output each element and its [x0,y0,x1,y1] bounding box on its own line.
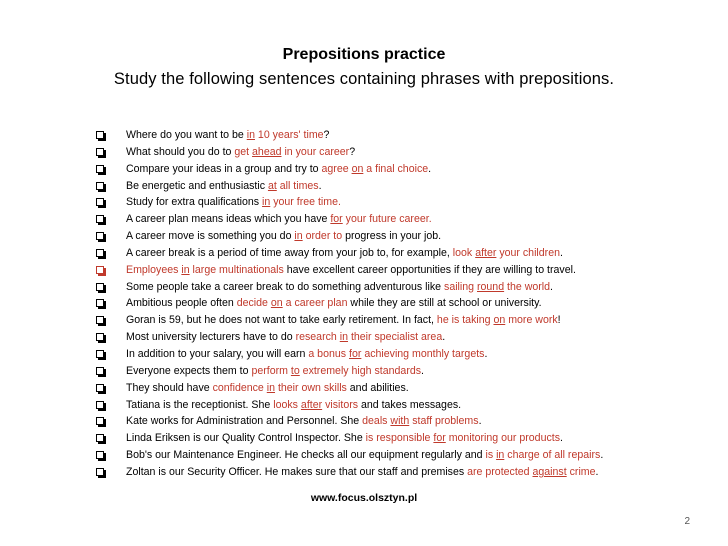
sentence-segment: They should have [126,381,213,394]
preposition: on [351,162,364,175]
sentence-segment: . [442,331,446,344]
sentence-segment: Linda Eriksen is our Quality Control Inspector. She [126,432,366,445]
checkbox-bullet-icon [96,384,104,392]
preposition: for [433,432,446,445]
sentence-segment: In addition to your salary, you will earn [126,347,309,360]
sentence-segment: ? [349,145,356,158]
preposition: in [339,331,348,344]
sentence-segment: Zoltan is our Security Officer. He makes sure that our staff and premises [126,465,468,478]
sentence-text [126,295,542,312]
highlighted-phrase: research [295,331,340,344]
highlighted-phrase: your free time. [270,196,341,209]
highlighted-phrase: sailing [444,280,477,293]
checkbox-bullet-icon [96,232,104,240]
highlighted-phrase: visitors [322,398,359,411]
highlighted-phrase: in your career [281,145,350,158]
sentence-segment: Study for extra qualifications [126,196,263,209]
preposition: for [349,347,362,360]
preposition: on [493,314,506,327]
highlighted-phrase: a bonus [308,347,349,360]
sentence-text [126,413,482,430]
sentence-segment: . [478,415,482,428]
sentence-text [126,464,598,481]
sentence-segment: while they are still at school or university. [347,297,542,310]
sentence-segment: Goran is 59, but he does not want to take early retirement. In fact, [126,314,437,327]
checkbox-bullet-icon [96,182,104,190]
highlighted-phrase: perform [251,364,291,377]
sentence-text [126,194,341,211]
sentence-segment: Everyone expects them to [126,364,252,377]
sentence-item [96,447,716,464]
sentence-text [126,211,432,228]
sentence-item [96,211,716,228]
sentence-text [126,380,409,397]
highlighted-phrase: deals [362,415,391,428]
highlighted-phrase: Employees [126,263,182,276]
sentence-segment: Ambitious people often [126,297,237,310]
highlighted-phrase: confidence [212,381,267,394]
sentence-text [126,178,322,195]
sentence-segment: Bob's our Maintenance Engineer. He checks all our equipment regularly and [126,449,486,462]
sentence-segment: A career break is a period of time away from your job to, for example, [126,246,453,259]
highlighted-phrase: your children [496,246,560,259]
sentence-segment: Be energetic and enthusiastic [126,179,268,192]
highlighted-phrase: monitoring our products [445,432,561,445]
highlighted-phrase: the world [504,280,551,293]
highlighted-phrase: your future career. [342,213,432,226]
highlighted-phrase: look [452,246,476,259]
sentence-item [96,430,716,447]
checkbox-bullet-icon [96,434,104,442]
sentence-text [126,228,441,245]
preposition: after [475,246,497,259]
highlighted-phrase: agree [321,162,352,175]
sentence-segment: . [484,347,488,360]
sentence-item [96,464,716,481]
sentence-segment: progress in your job. [342,230,442,243]
preposition: to [290,364,300,377]
checkbox-bullet-icon [96,165,104,173]
preposition: for [330,213,343,226]
sentence-segment: . [559,246,563,259]
preposition: at [267,179,277,192]
sentence-segment: A career plan means ideas which you have [126,213,331,226]
sentence-text [126,262,576,279]
highlighted-phrase: is responsible [365,432,434,445]
checkbox-bullet-icon [96,451,104,459]
sentence-text [126,346,487,363]
checkbox-bullet-icon [96,148,104,156]
preposition: in [294,230,303,243]
highlighted-phrase: extremely high standards [299,364,422,377]
sentence-list [96,127,716,481]
sentence-text [126,245,563,262]
sentence-segment: What should you do to [126,145,235,158]
sentence-item [96,262,716,279]
preposition: round [477,280,505,293]
highlighted-phrase: get [234,145,253,158]
sentence-item [96,397,716,414]
sentence-item [96,295,716,312]
sentence-item [96,346,716,363]
checkbox-bullet-icon [96,367,104,375]
sentence-text [126,430,563,447]
checkbox-bullet-icon [96,417,104,425]
preposition: ahead [252,145,282,158]
sentence-item [96,178,716,195]
sentence-segment: Most university lecturers have to do [126,331,296,344]
sentence-segment: have excellent career opportunities if they are willing to travel. [283,263,576,276]
sentence-text [126,279,553,296]
sentence-segment: Compare your ideas in a group and try to [126,162,322,175]
slide-subtitle: Study the following sentences containing phrases with prepositions. [113,70,615,88]
checkbox-bullet-icon [96,215,104,223]
highlighted-phrase: 10 years' time [254,129,324,141]
sentence-item [96,127,716,144]
page-number: 2 [684,516,690,527]
sentence-segment: . [421,364,424,377]
sentence-segment: . [600,449,604,462]
sentence-text [126,363,424,380]
sentence-segment: . [428,162,432,175]
sentence-item [96,312,716,329]
sentence-item [96,228,716,245]
sentence-text [126,144,355,161]
sentence-segment: A career move is something you do [126,230,295,243]
sentence-segment: . [595,465,599,478]
highlighted-phrase: large multinationals [189,263,284,276]
checkbox-bullet-icon [96,198,104,206]
preposition: in [246,129,255,141]
sentence-item [96,144,716,161]
checkbox-bullet-icon [96,316,104,324]
sentence-text [126,329,445,346]
footer-url: www.focus.olsztyn.pl [310,492,418,504]
sentence-item [96,329,716,346]
checkbox-bullet-icon [96,266,104,274]
highlighted-phrase: staff problems [409,415,479,428]
sentence-text [126,127,329,144]
sentence-text [126,397,461,414]
highlighted-phrase: crime [566,465,596,478]
highlighted-phrase: achieving monthly targets [361,347,485,360]
highlighted-phrase: a final choice [363,162,429,175]
sentence-item [96,380,716,397]
sentence-segment: ? [323,129,330,141]
highlighted-phrase: their specialist area [348,331,443,344]
sentence-item [96,279,716,296]
checkbox-bullet-icon [96,350,104,358]
sentence-text [126,161,431,178]
highlighted-phrase: he is taking [436,314,494,327]
preposition: after [300,398,323,411]
sentence-item [96,363,716,380]
sentence-item [96,245,716,262]
checkbox-bullet-icon [96,299,104,307]
sentence-segment: . [318,179,322,192]
checkbox-bullet-icon [96,249,104,257]
highlighted-phrase: charge of all repairs [504,449,601,462]
highlighted-phrase: their own skills [275,381,347,394]
preposition: in [266,381,276,394]
preposition: in [181,263,190,276]
highlighted-phrase: are protected [467,465,533,478]
sentence-segment: . [560,432,563,445]
highlighted-phrase: more work [505,314,558,327]
sentence-segment: Where do you want to be [126,129,247,141]
preposition: in [262,196,271,209]
checkbox-bullet-icon [96,468,104,476]
highlighted-phrase: decide [236,297,271,310]
highlighted-phrase: a career plan [282,297,348,310]
checkbox-bullet-icon [96,333,104,341]
sentence-item [96,161,716,178]
sentence-text [126,312,561,329]
sentence-item [96,413,716,430]
sentence-segment: Tatiana is the receptionist. She [126,398,274,411]
preposition: in [496,449,505,462]
highlighted-phrase: looks [273,398,301,411]
highlighted-phrase: all times [276,179,319,192]
checkbox-bullet-icon [96,401,104,409]
highlighted-phrase: order to [302,230,343,243]
preposition: on [270,297,283,310]
sentence-segment: . [550,280,553,293]
sentence-segment: and abilities. [346,381,409,394]
sentence-item [96,194,716,211]
sentence-segment: Some people take a career break to do something adventurous like [126,280,445,293]
sentence-segment: ! [557,314,561,327]
checkbox-bullet-icon [96,283,104,291]
preposition: against [532,465,567,478]
highlighted-phrase: is [485,449,497,462]
checkbox-bullet-icon [96,131,104,139]
preposition: with [390,415,410,428]
sentence-text [126,447,603,464]
sentence-segment: Kate works for Administration and Personnel. She [126,415,363,428]
sentence-segment: and takes messages. [358,398,462,411]
slide-title: Prepositions practice [282,46,446,63]
